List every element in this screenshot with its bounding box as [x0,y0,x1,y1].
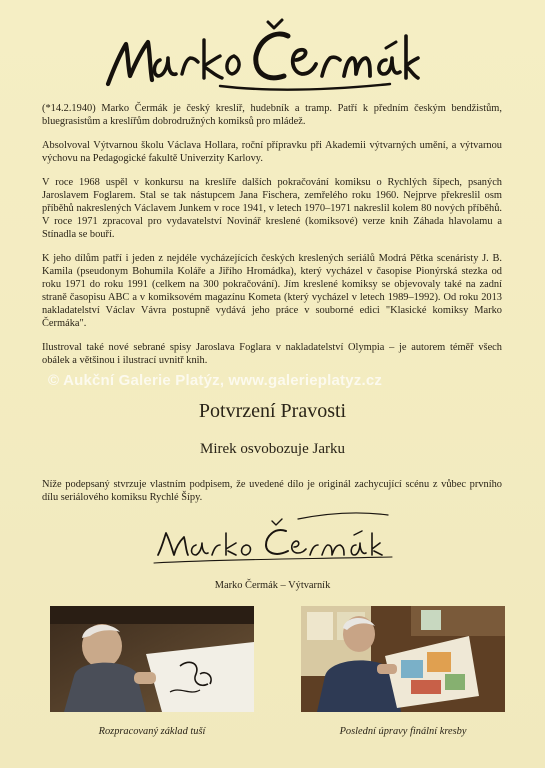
artist-signature-top [100,10,420,98]
artist-biography [42,102,502,378]
gallery-watermark: © Aukční Galerie Platýz, www.galerieplatyz.cz [48,372,383,389]
artist-signature [148,505,398,573]
bio-paragraph: Ilustroval také nové sebrané spisy Jaroslava Foglara v nakladatelství Olympia – je autorem téměř všech obálek a většinou i ilustrací uvnitř knih. [42,342,502,366]
bio-paragraph: V roce 1968 uspěl v konkursu na kreslíře dalších pokračování komiksu o Rychlých šípech, psaných Jaroslavem Foglarem. Stal se tak nástupcem Jana Fischera, zemřelého roku 1960. Nejprve překreslil osm příběhů nakreslených Václavem Junkem v roce 1941, v letech 1970–1971 nakreslil kolem 80 nových příběhů. V roce 1971 zpracoval pro vydavatelství Novinář kreslené (komiksové) verze knih Záhada hlavolamu a Stínadla se bouří. [42,177,502,240]
authenticity-statement: Níže podepsaný stvrzuje vlastním podpisem, že uvedené dílo je originál zachycující scénu z vůbec prvního dílu seriálového komiksu Rychlé Šípy. [42,479,502,503]
artist-coloring-photo [301,606,505,712]
bio-paragraph: K jeho dílům patří i jeden z nejdéle vycházejících českých kreslených seriálů Modrá Pětka scenáristy J. B. Kamila (pseudonym Bohumila Koláře a Jiřího Hromádka), který vycházel v časopise Pionýrská stezka od roku 1971 do roku 1991 (celkem na 300 pokračování). Jím kreslené komiksy se objevovaly také na zadní straně časopisu ABC a v komiksovém magazínu Kometa (který vycházel v letech 1989–1992). Od roku 2013 nakladatelství Václav Vávra postupně vydává jeho práce v souborné edici "Klasické komiksy Marko Čermáka". [42,253,502,329]
artwork-title: Mirek osvobozuje Jarku [200,441,345,457]
artist-inking-photo [50,606,254,712]
certificate-title: Potvrzení Pravosti [198,400,347,422]
signer-name: Marko Čermák – Výtvarník [214,580,331,591]
bio-paragraph: (*14.2.1940) Marko Čermák je český kreslíř, hudebník a tramp. Patří k předním českým bendžistům, bluegrasistům a kreslířům dobrodružných komiksů pro mládež. [42,103,502,127]
photo-caption: Poslední úpravy finální kresby [339,726,467,737]
photo-caption: Rozpracovaný základ tuší [98,726,206,737]
bio-paragraph: Absolvoval Výtvarnou školu Václava Hollara, roční přípravku při Akademii výtvarných umění, a výtvarnou výchovu na Pedagogické fakultě Univerzity Karlovy. [42,140,502,164]
